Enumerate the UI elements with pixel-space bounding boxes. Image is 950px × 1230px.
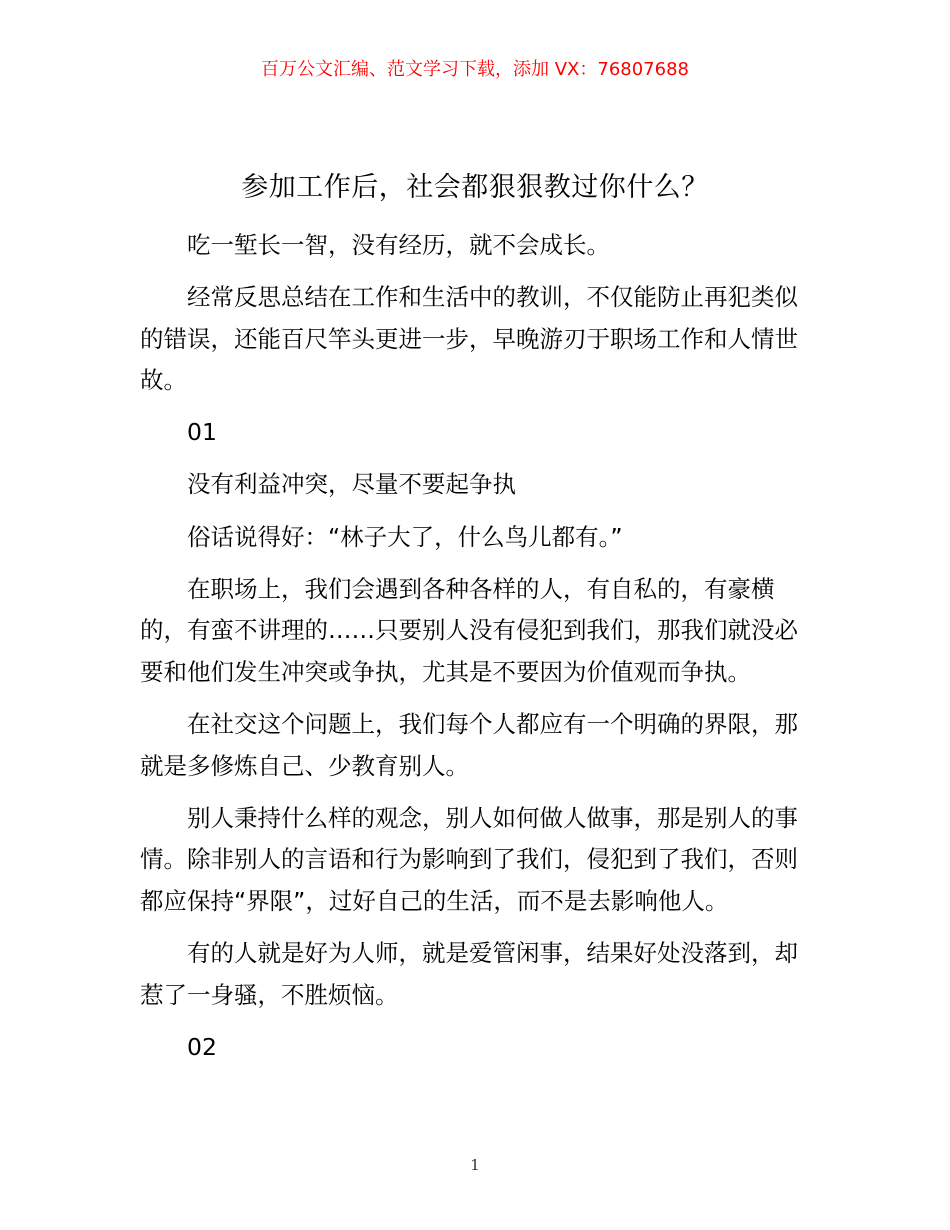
- header-watermark: 百万公文汇编、范文学习下载，添加 VX：76807688: [261, 59, 689, 80]
- paragraph-6: 别人秉持什么样的观念，别人如何做人做事，那是别人的事情。除非别人的言语和行为影响到了我们，侵犯到了我们，否则都应保持“界限”，过好自己的生活，而不是去影响他人。: [140, 803, 798, 915]
- document-body: [140, 225, 820, 1079]
- paragraph-2: 经常反思总结在工作和生活中的教训，不仅能防止再犯类似的错误，还能百尺竿头更进一步，早晚游刃于职场工作和人情世故。: [140, 283, 798, 395]
- document-title: 参加工作后，社会都狠狠教过你什么？: [241, 172, 709, 203]
- paragraph-5: 在社交这个问题上，我们每个人都应有一个明确的界限，那就是多修炼自己、少教育别人。: [140, 709, 798, 780]
- section-heading-1: 没有利益冲突，尽量不要起争执: [187, 470, 516, 499]
- page-number: 1: [470, 1156, 480, 1174]
- section-number-02: 02: [187, 1032, 217, 1061]
- paragraph-7: 有的人就是好为人师，就是爱管闲事，结果好处没落到，却惹了一身骚，不胜烦恼。: [140, 938, 798, 1009]
- paragraph-1: 吃一堑长一智，没有经历，就不会成长。: [187, 231, 610, 259]
- paragraph-3: 俗话说得好：“林子大了，什么鸟儿都有。”: [187, 522, 623, 551]
- section-number-01: 01: [187, 418, 217, 447]
- paragraph-4: 在职场上，我们会遇到各种各样的人，有自私的，有豪横的，有蛮不讲理的……只要别人没有侵犯到我们，那我们就没必要和他们发生冲突或争执，尤其是不要因为价值观而争执。: [140, 574, 798, 686]
